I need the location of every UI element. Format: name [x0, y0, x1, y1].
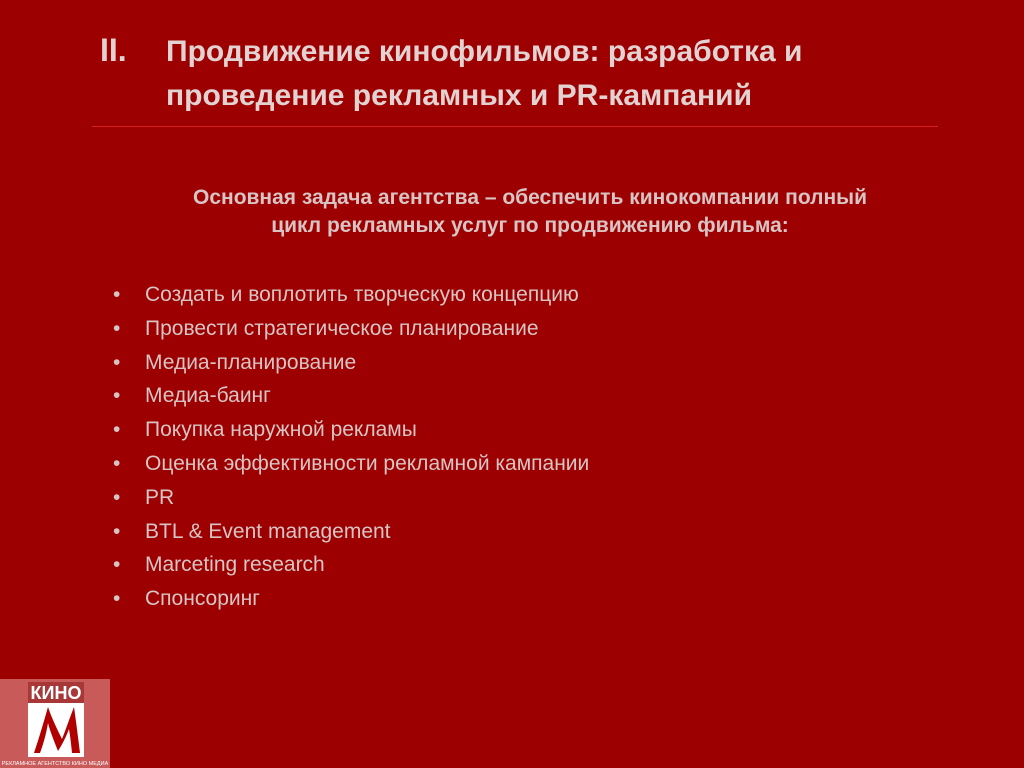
list-item	[110, 582, 810, 616]
list-item	[110, 312, 810, 346]
list-item-text: Оценка эффективности рекламной кампании	[145, 451, 590, 475]
list-item-text: Покупка наружной рекламы	[145, 418, 417, 442]
logo-word: КИНО	[30, 683, 82, 703]
intro-line-1: Основная задача агентства – обеспечить кинокомпании полный	[193, 186, 867, 209]
list-item	[110, 515, 810, 549]
bullet-icon: •	[113, 519, 121, 543]
logo-mark-icon	[0, 679, 110, 768]
list-item	[110, 278, 810, 312]
services-list	[110, 278, 810, 616]
intro-line-2: цикл рекламных услуг по продвижению фильма:	[271, 214, 789, 237]
title-divider	[92, 126, 938, 127]
list-item	[110, 447, 810, 481]
list-item-text: BTL & Event management	[145, 519, 391, 543]
bullet-icon: •	[113, 587, 121, 611]
bullet-icon: •	[113, 553, 121, 577]
list-item-text: Медиа-планирование	[145, 350, 357, 374]
list-item-text: PR	[145, 485, 175, 509]
bullet-icon: •	[113, 418, 121, 442]
bullet-icon: •	[113, 283, 121, 306]
list-item-text: Спонсоринг	[145, 587, 260, 611]
list-item-text: Marceting research	[145, 553, 325, 577]
list-item	[110, 548, 810, 582]
bullet-icon: •	[113, 350, 121, 374]
list-item	[110, 346, 810, 380]
list-item-text: Медиа-баинг	[145, 384, 271, 408]
list-item	[110, 481, 810, 515]
title-number: II.	[100, 32, 127, 68]
list-item-text: Провести стратегическое планирование	[145, 316, 539, 340]
bullet-icon: •	[113, 485, 121, 509]
bullet-icon: •	[113, 316, 121, 340]
list-item	[110, 379, 810, 413]
title-line-2: проведение рекламных и PR-кампаний	[166, 79, 753, 112]
kino-media-logo	[0, 679, 110, 768]
title-line-1: Продвижение кинофильмов: разработка и	[166, 35, 803, 68]
logo-tagline: РЕКЛАМНОЕ АГЕНТСТВО КИНО МЕДИА	[1, 761, 109, 767]
bullet-icon: •	[113, 384, 121, 408]
slide-title	[100, 28, 960, 118]
list-item	[110, 413, 810, 447]
list-item-text: Создать и воплотить творческую концепцию	[145, 283, 579, 306]
intro-text	[100, 184, 960, 240]
bullet-icon: •	[113, 451, 121, 475]
